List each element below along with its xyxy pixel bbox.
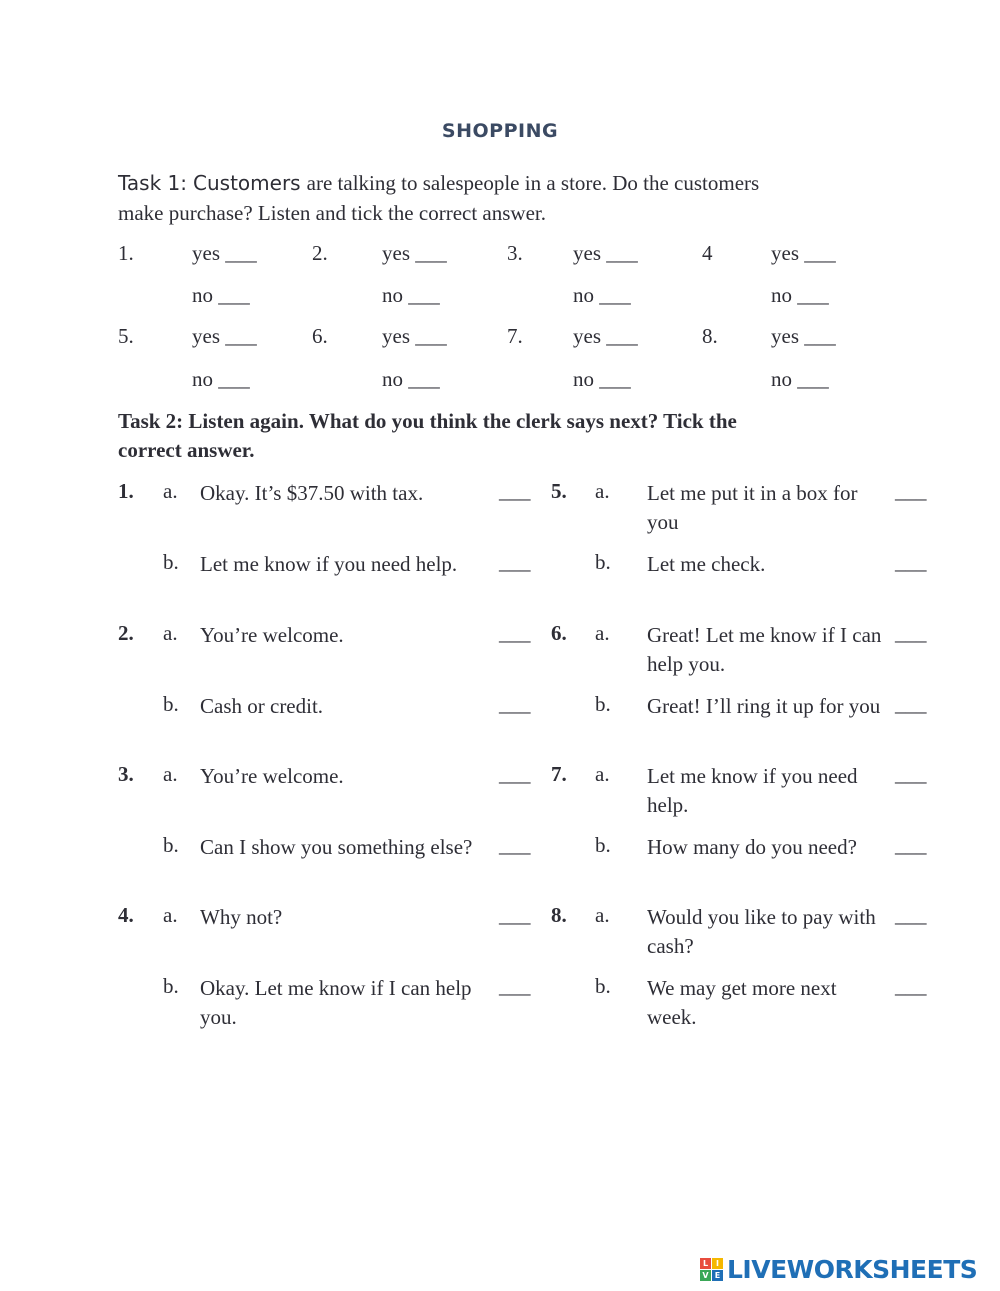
brand-text: LIVEWORKSHEETS [727, 1254, 978, 1284]
logo-icon [700, 1258, 723, 1281]
task1-item-number: 2. [312, 241, 328, 265]
option-a-blank[interactable]: ___ [895, 621, 927, 645]
task1-customers-word: Customers [193, 171, 301, 195]
task1-yes-option[interactable]: yes ___ [771, 241, 836, 265]
option-b-blank[interactable]: ___ [499, 833, 531, 857]
option-a-text: You’re welcome. [200, 623, 344, 647]
option-b-text: Let me know if you need help. [200, 552, 458, 576]
logo-letter-tile: L [700, 1258, 711, 1269]
option-a-blank[interactable]: ___ [895, 762, 927, 786]
task2-heading-line2: correct answer. [118, 438, 255, 462]
option-a-letter: a. [595, 621, 610, 645]
logo-letter-tile: E [712, 1270, 723, 1281]
task1-no-option[interactable]: no ___ [382, 283, 440, 307]
option-a-text: You’re welcome. [200, 764, 344, 788]
option-a-letter: a. [163, 903, 178, 927]
task1-no-option[interactable]: no ___ [192, 367, 250, 391]
task2-question-number: 4. [118, 903, 134, 927]
task2-question-number: 2. [118, 621, 134, 645]
option-b-letter: b. [163, 550, 179, 574]
option-a-letter: a. [163, 479, 178, 503]
option-b-blank[interactable]: ___ [895, 974, 927, 998]
option-b-text: Can I show you something else? [200, 835, 473, 859]
option-b-text: Great! I’ll ring it up for you [647, 694, 881, 718]
task2-question-number: 1. [118, 479, 134, 503]
task1-instruction-line1 [118, 168, 759, 199]
option-a-letter: a. [163, 621, 178, 645]
option-a-blank[interactable]: ___ [895, 479, 927, 503]
task1-yes-option[interactable]: yes ___ [192, 241, 257, 265]
option-b-letter: b. [595, 833, 611, 857]
option-a-blank[interactable]: ___ [499, 762, 531, 786]
task2-heading-line1: Task 2: Listen again. What do you think the clerk says next? Tick the [118, 409, 737, 433]
option-a-text: Let me know if you need help. [647, 764, 858, 817]
task1-item-number: 1. [118, 241, 134, 265]
task1-no-option[interactable]: no ___ [771, 367, 829, 391]
option-a-letter: a. [163, 762, 178, 786]
option-a-text: Let me put it in a box for you [647, 481, 858, 534]
option-b-blank[interactable]: ___ [499, 550, 531, 574]
task2-question-number: 5. [551, 479, 567, 503]
task1-instruction-line2: make purchase? Listen and tick the correct answer. [118, 201, 546, 225]
task1-no-option[interactable]: no ___ [573, 283, 631, 307]
task1-yes-option[interactable]: yes ___ [573, 241, 638, 265]
option-a-text: Okay. It’s $37.50 with tax. [200, 481, 424, 505]
option-b-letter: b. [163, 833, 179, 857]
option-b-letter: b. [595, 550, 611, 574]
option-b-letter: b. [163, 974, 179, 998]
option-a-text: Why not? [200, 905, 283, 929]
task1-item-number: 8. [702, 324, 718, 348]
task1-item-number: 4 [702, 241, 713, 265]
task1-yes-option[interactable]: yes ___ [573, 324, 638, 348]
option-b-text: Okay. Let me know if I can help you. [200, 976, 472, 1029]
option-a-letter: a. [595, 479, 610, 503]
task1-no-option[interactable]: no ___ [573, 367, 631, 391]
task2-question-number: 3. [118, 762, 134, 786]
task2-question-number: 8. [551, 903, 567, 927]
option-b-letter: b. [163, 692, 179, 716]
task1-label: Task 1: [118, 171, 187, 195]
logo-letter-tile: I [712, 1258, 723, 1269]
option-a-letter: a. [595, 762, 610, 786]
task1-item-number: 3. [507, 241, 523, 265]
option-a-blank[interactable]: ___ [499, 479, 531, 503]
task2-question-number: 6. [551, 621, 567, 645]
option-b-blank[interactable]: ___ [499, 974, 531, 998]
option-b-blank[interactable]: ___ [895, 550, 927, 574]
option-b-text: How many do you need? [647, 835, 857, 859]
option-a-letter: a. [595, 903, 610, 927]
task1-instruction-text: are talking to salespeople in a store. Do the customers [306, 171, 760, 195]
option-a-blank[interactable]: ___ [499, 621, 531, 645]
task1-item-number: 6. [312, 324, 328, 348]
task1-yes-option[interactable]: yes ___ [192, 324, 257, 348]
option-a-text: Great! Let me know if I can help you. [647, 623, 882, 676]
option-b-text: Cash or credit. [200, 694, 324, 718]
task1-item-number: 5. [118, 324, 134, 348]
liveworksheets-logo [700, 1254, 977, 1284]
logo-letter-tile: V [700, 1270, 711, 1281]
option-b-blank[interactable]: ___ [499, 692, 531, 716]
option-a-blank[interactable]: ___ [895, 903, 927, 927]
task1-no-option[interactable]: no ___ [771, 283, 829, 307]
option-b-blank[interactable]: ___ [895, 833, 927, 857]
task1-yes-option[interactable]: yes ___ [382, 324, 447, 348]
task1-no-option[interactable]: no ___ [382, 367, 440, 391]
option-b-letter: b. [595, 974, 611, 998]
page-title: SHOPPING [441, 120, 559, 142]
option-b-blank[interactable]: ___ [895, 692, 927, 716]
option-a-text: Would you like to pay with cash? [647, 905, 876, 958]
task1-item-number: 7. [507, 324, 523, 348]
task1-yes-option[interactable]: yes ___ [771, 324, 836, 348]
option-b-text: Let me check. [647, 552, 766, 576]
task2-question-number: 7. [551, 762, 567, 786]
option-a-blank[interactable]: ___ [499, 903, 531, 927]
task1-yes-option[interactable]: yes ___ [382, 241, 447, 265]
task1-no-option[interactable]: no ___ [192, 283, 250, 307]
option-b-letter: b. [595, 692, 611, 716]
option-b-text: We may get more next week. [647, 976, 837, 1029]
